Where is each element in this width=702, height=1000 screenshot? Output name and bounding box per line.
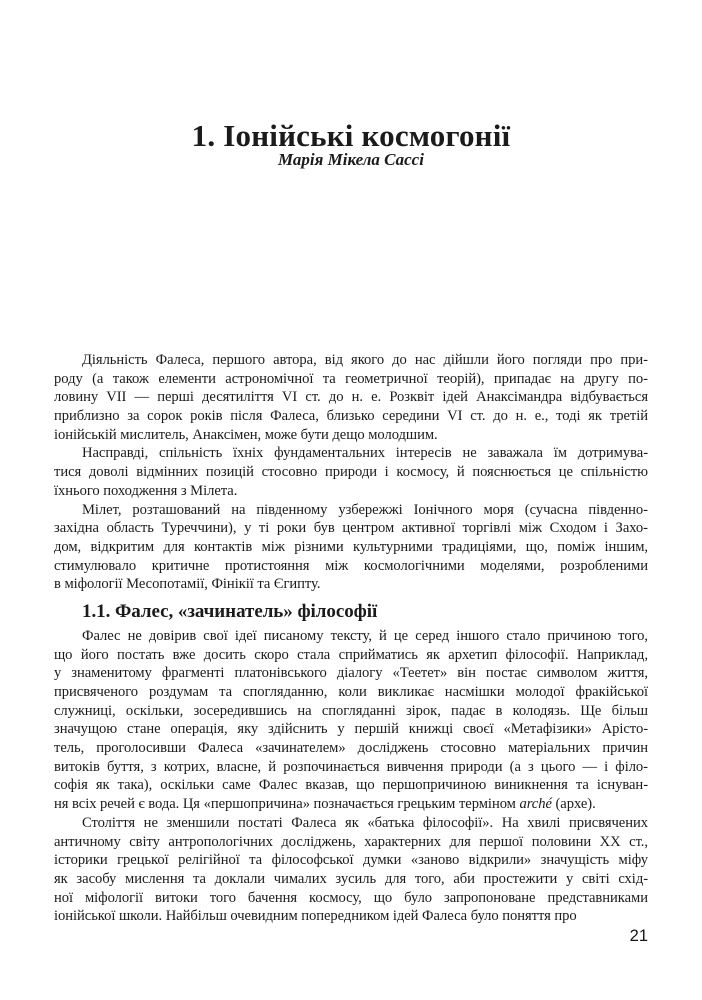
text-line: тися доволі відмінних позицій стосовно природи і космосу, й пояснюється це спільністю xyxy=(54,464,648,481)
text-line: значущою стане операція, яку здійснить у першій книжці своєї «Метафізики» Арісто- xyxy=(54,721,648,738)
body-text xyxy=(54,351,648,926)
text-line: античному світу антропологічних досліджень, характерних для першої половини XX ст., xyxy=(54,833,648,850)
chapter-title: 1. Іонійські космогонії xyxy=(191,117,511,153)
text-line: служниці, оскільки, зосередившись на спогляданні зірок, падає в колодязь. Ще більш xyxy=(54,702,648,719)
text-line: присвяченого роздумам та спогляданню, коли викликає насмішки молодої фракійської xyxy=(54,684,648,700)
text-line: західна область Туреччини), у ті роки був центром активної торгівлі між Сходом і Захо- xyxy=(54,520,648,537)
text-line: Фалес не довірив свої ідеї писаному тексту, й це серед іншого стало причиною того, xyxy=(82,627,648,644)
text-line: стимулювало критичне протистояння між космологічними моделями, розробленими xyxy=(54,557,648,574)
section-heading: 1.1. Фалес, «зачинатель» філософії xyxy=(82,600,378,622)
text-line: що його постать вже досить скоро стала сприйматись як архетип філософії. Наприклад, xyxy=(54,646,648,663)
text-line: витоків буття, з котрих, власне, й розпочинається вивчення природи (а з цього — і філо- xyxy=(54,758,648,775)
intro-paragraphs xyxy=(54,351,648,594)
text-line: у знаменитому фрагменті платонівського діалогу «Теетет» він постає символом життя, xyxy=(54,665,648,682)
paragraph xyxy=(54,444,648,500)
text-line: як засобу мислення та доклали чималих зусиль для того, аби простежити у світі схід- xyxy=(54,870,648,887)
paragraph xyxy=(54,627,648,814)
paragraph xyxy=(54,501,648,594)
section-paragraphs xyxy=(54,627,648,926)
chapter-author: Марія Мікела Сассі xyxy=(278,150,424,169)
text-line: іонійській мислитель, Анаксімен, може бути дещо молодшим. xyxy=(54,426,438,443)
text-line: дом, відкритим для контактів між різними культурними традиціями, що, поміж іншим, xyxy=(54,538,648,555)
text-line: в міфології Месопотамії, Фінікії та Єгипту. xyxy=(54,576,321,593)
paragraph xyxy=(54,351,648,444)
text-line: тель, проголосивши Фалеса «зачинателем» досліджень стосовно матеріальних причин xyxy=(54,740,648,757)
text-line: софія як така), оскільки саме Фалес вказав, що першопричиною виникнення та існуван- xyxy=(54,777,648,794)
text-line: ня всіх речей є вода. Ця «першопричина» позначається грецьким терміном arché (архе). xyxy=(54,796,596,813)
text-line: Діяльність Фалеса, першого автора, від якого до нас дійшли його погляди про при- xyxy=(82,352,648,368)
text-line: роду (а також елементи астрономічної та геометричної теорій), припадає на другу по- xyxy=(54,370,648,387)
paragraph xyxy=(54,814,648,926)
text-line: ної міфології витоки того бачення космосу, що було запропоноване представниками xyxy=(54,889,648,906)
text-line: іонійської школи. Найбільш очевидним попередником ідей Фалеса було поняття про xyxy=(54,908,577,925)
text-line: Століття не зменшили постаті Фалеса як «батька філософії». На хвилі присвячених xyxy=(82,814,648,831)
text-line: Насправді, спільність їхніх фундаментальних інтересів не заважала їм дотримува- xyxy=(82,445,648,462)
text-line: Мілет, розташований на південному узбережжі Іонічного моря (сучасна південно- xyxy=(82,501,648,518)
text-line: ловину VII — перші десятиліття VI ст. до н. е. Розквіт ідей Анаксімандра відбувається xyxy=(54,389,648,406)
text-line: їхнього походження з Мілета. xyxy=(54,482,238,499)
text-line: приблизно за сорок років після Фалеса, близько середини VI ст. до н. е., тоді як третій xyxy=(54,408,648,425)
page-number: 21 xyxy=(629,927,648,945)
text-line: історики грецької релігійної та філософської думки «заново відкрили» значущість міфу xyxy=(54,852,648,869)
